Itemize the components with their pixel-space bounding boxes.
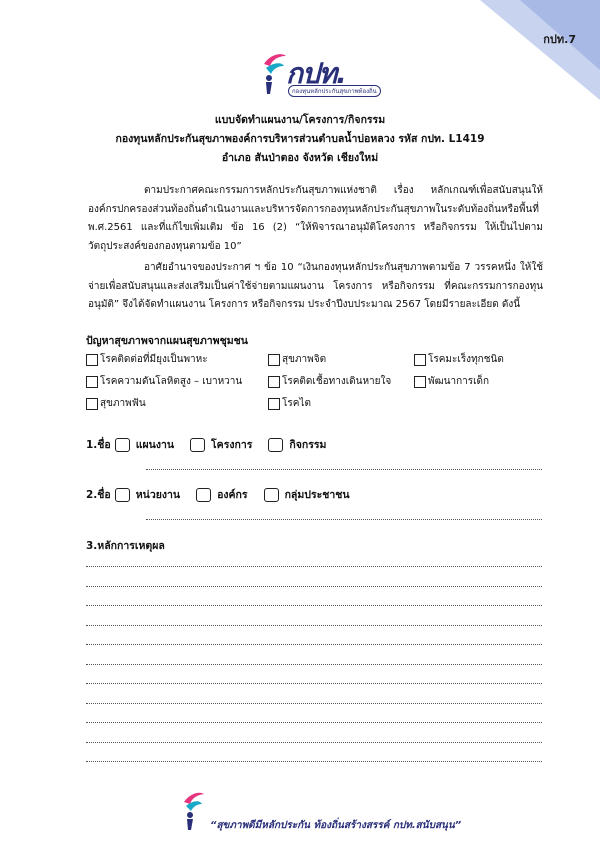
section2-label: 2.ชื่อ bbox=[86, 489, 111, 501]
footer-slogan: “สุขภาพดีมีหลักประกัน ท้องถิ่นสร้างสรรค์ กปท.สนับสนุน” bbox=[210, 820, 462, 831]
section1-fill-line[interactable] bbox=[146, 469, 542, 470]
section3-label: 3.หลักการเหตุผล bbox=[86, 540, 165, 552]
document-code: กปท.7 bbox=[543, 33, 576, 46]
problem-checkbox[interactable]: พัฒนาการเด็ก bbox=[414, 374, 489, 389]
checkbox-icon[interactable] bbox=[414, 354, 426, 366]
rationale-line[interactable] bbox=[86, 742, 542, 743]
option-agency[interactable]: หน่วยงาน bbox=[111, 486, 180, 503]
section1-name-row bbox=[86, 436, 338, 453]
document-header bbox=[0, 111, 600, 168]
header-location: อำเภอ สันป่าตอง จังหวัด เชียงใหม่ bbox=[221, 152, 379, 164]
problem-checkbox[interactable]: โรคติดเชื้อทางเดินหายใจ bbox=[268, 374, 391, 389]
option-organization[interactable]: องค์กร bbox=[192, 486, 247, 503]
checkbox-icon[interactable] bbox=[115, 488, 130, 502]
rationale-line[interactable] bbox=[86, 605, 542, 606]
fund-logo bbox=[260, 50, 380, 100]
checkbox-icon[interactable] bbox=[268, 354, 280, 366]
rationale-line[interactable] bbox=[86, 625, 542, 626]
rationale-line[interactable] bbox=[86, 586, 542, 587]
rationale-line[interactable] bbox=[86, 683, 542, 684]
checkbox-icon[interactable] bbox=[86, 398, 98, 410]
rationale-line[interactable] bbox=[86, 761, 542, 762]
checkbox-icon[interactable] bbox=[414, 376, 426, 388]
checkbox-icon[interactable] bbox=[86, 354, 98, 366]
intro-paragraph-2: อาศัยอำนาจของประกาศ ฯ ข้อ 10 “เงินกองทุนหลักประกันสุขภาพตามข้อ 7 วรรคหนึ่ง ให้ใช้จ่ายเพื่อสนับสนุนและส่งเสริมเป็นค่าใช้จ่ายตามแผนงาน โครงการ หรือกิจกรรม ที่คณะกรรมการกองทุนอนุมัติ” จึงได้จัดทำแผนงาน โครงการ หรือกิจกรรม ประจำปีงบประมาณ 2567 โดยมีรายละเอียด ดังนี้ bbox=[88, 262, 543, 310]
problem-checkbox[interactable]: สุขภาพจิต bbox=[268, 352, 326, 367]
problem-checkbox[interactable]: สุขภาพฟัน bbox=[86, 396, 146, 411]
intro-paragraph-1: ตามประกาศคณะกรรมการหลักประกันสุขภาพแห่งชาติ เรื่อง หลักเกณฑ์เพื่อสนับสนุนให้องค์กรปกครองส่วนท้องถิ่นดำเนินงานและบริหารจัดการกองทุนหลักประกันสุขภาพในระดับท้องถิ่นหรือพื้นที่ พ.ศ.2561 และที่แก้ไขเพิ่มเติม ข้อ 16 (2) “ให้พิจารณาอนุมัติโครงการ หรือกิจกรรม ให้เป็นไปตามวัตถุประสงค์ของกองทุนตามข้อ 10” bbox=[88, 185, 543, 252]
person-logo-icon bbox=[260, 50, 288, 96]
checkbox-icon[interactable] bbox=[86, 376, 98, 388]
header-title: แบบจัดทำแผนงาน/โครงการ/กิจกรรม bbox=[214, 114, 386, 126]
rationale-line[interactable] bbox=[86, 722, 542, 723]
footer-person-logo-icon bbox=[182, 790, 206, 832]
checkbox-icon[interactable] bbox=[264, 488, 279, 502]
logo-wordmark: กปท. bbox=[286, 57, 346, 90]
checkbox-icon[interactable] bbox=[268, 376, 280, 388]
checkbox-icon[interactable] bbox=[268, 398, 280, 410]
section2-fill-line[interactable] bbox=[146, 519, 542, 520]
rationale-line[interactable] bbox=[86, 644, 542, 645]
header-fund-name: กองทุนหลักประกันสุขภาพองค์การบริหารส่วนตำบลน้ำบ่อหลวง รหัส กปท. L1419 bbox=[115, 133, 485, 145]
problem-checkbox[interactable]: โรคมะเร็งทุกชนิด bbox=[414, 352, 504, 367]
option-activity[interactable]: กิจกรรม bbox=[264, 436, 326, 453]
problem-checkbox[interactable]: โรคความดันโลหิตสูง – เบาหวาน bbox=[86, 374, 242, 389]
section2-name-row bbox=[86, 486, 362, 503]
checkbox-icon[interactable] bbox=[115, 438, 130, 452]
corner-ribbon bbox=[450, 0, 600, 100]
problem-checkbox[interactable]: โรคติดต่อที่มียุงเป็นพาหะ bbox=[86, 352, 208, 367]
option-plan[interactable]: แผนงาน bbox=[111, 436, 174, 453]
section1-label: 1.ชื่อ bbox=[86, 439, 111, 451]
option-project[interactable]: โครงการ bbox=[186, 436, 252, 453]
problems-title: ปัญหาสุขภาพจากแผนสุขภาพชุมชน bbox=[86, 335, 248, 347]
option-community-group[interactable]: กลุ่มประชาชน bbox=[260, 486, 350, 503]
rationale-line[interactable] bbox=[86, 566, 542, 567]
logo-subtitle: กองทุนหลักประกันสุขภาพท้องถิ่น bbox=[288, 85, 381, 97]
checkbox-icon[interactable] bbox=[190, 438, 205, 452]
rationale-line[interactable] bbox=[86, 664, 542, 665]
problem-checkbox[interactable]: โรคไต bbox=[268, 396, 311, 411]
checkbox-icon[interactable] bbox=[268, 438, 283, 452]
rationale-line[interactable] bbox=[86, 703, 542, 704]
checkbox-icon[interactable] bbox=[196, 488, 211, 502]
